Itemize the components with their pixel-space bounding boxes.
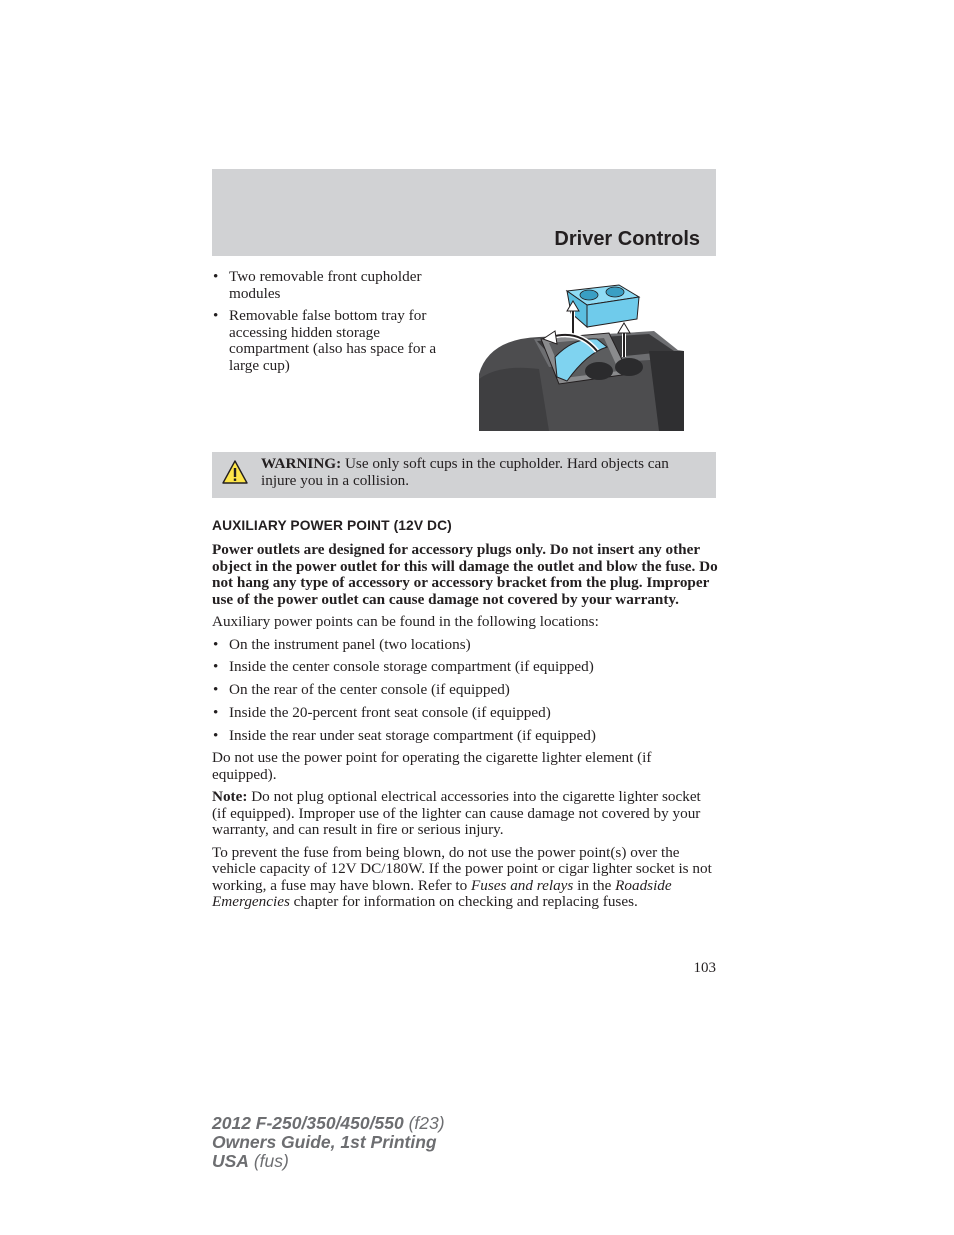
footer-guide: Owners Guide, 1st Printing: [212, 1132, 437, 1152]
fuse-text: in the: [573, 876, 616, 894]
note-text: Do not plug optional electrical accessories into the cigarette lighter socket (if equipped). Improper use of the lighter can cause damage not covered by your warranty, and can result in fire or serious injury.: [212, 788, 701, 839]
warning-label: WARNING:: [261, 455, 342, 472]
fuses-relays-reference: Fuses and relays: [470, 876, 574, 894]
section-title: AUXILIARY POWER POINT (12V DC): [212, 518, 452, 533]
footer-market-code: (fus): [248, 1151, 289, 1171]
footer-line-guide: [212, 1133, 445, 1152]
list-item: • Inside the center console storage compartment (if equipped): [212, 659, 718, 676]
fuse-text: To prevent the fuse from being blown, do not use the power point(s) over the vehicle capacity of 12V DC/180W. If the power point or cigar lighter socket is not working, a fuse may have blown. Refer to: [212, 843, 712, 894]
fuse-text: chapter for information on checking and replacing fuses.: [289, 893, 638, 911]
page-number: 103: [693, 960, 716, 976]
locations-intro: Auxiliary power points can be found in the following locations:: [212, 613, 599, 630]
cupholder-feature-list: [212, 269, 462, 380]
warning-box: [212, 452, 716, 498]
footer-line-market: [212, 1152, 445, 1171]
section-header-title: Driver Controls: [554, 228, 700, 250]
note-paragraph: [212, 789, 718, 839]
warning-text: [261, 456, 706, 489]
warning-triangle-icon: [222, 459, 248, 485]
list-item: • Two removable front cupholder modules: [212, 269, 462, 302]
section-header-band: [212, 169, 716, 256]
footer-line-model: [212, 1114, 445, 1133]
list-item: • Inside the 20-percent front seat console (if equipped): [212, 705, 718, 722]
footer-market: USA: [212, 1151, 249, 1171]
cigarette-lighter-paragraph: Do not use the power point for operating the cigarette lighter element (if equipped).: [212, 749, 652, 783]
fuse-paragraph: [212, 845, 718, 911]
list-item: • On the rear of the center console (if equipped): [212, 682, 718, 699]
warning-message: Use only soft cups in the cupholder. Hard objects can injure you in a collision.: [261, 455, 669, 489]
footer-model: 2012 F-250/350/450/550: [212, 1113, 404, 1133]
list-item: • On the instrument panel (two locations): [212, 637, 718, 654]
power-point-locations-list: [212, 637, 718, 745]
footer-model-code: (f23): [403, 1113, 445, 1133]
list-item: • Removable false bottom tray for accessing hidden storage compartment (also has space for a large cup): [212, 308, 462, 374]
center-console-cupholder-illustration: [479, 279, 684, 431]
section-body: [212, 542, 718, 917]
power-outlet-caution: Power outlets are designed for accessory plugs only. Do not insert any other object in the power outlet for this will damage the outlet and blow the fuse. Do not hang any type of accessory or accessory bracket from the plug. Improper use of the power outlet can cause damage not covered by your warranty.: [212, 541, 718, 608]
document-footer: [212, 1114, 445, 1171]
list-item: • Inside the rear under seat storage compartment (if equipped): [212, 728, 718, 745]
note-label: Note:: [212, 788, 248, 806]
roadside-emergencies-reference: Roadside Emergencies: [212, 876, 672, 911]
